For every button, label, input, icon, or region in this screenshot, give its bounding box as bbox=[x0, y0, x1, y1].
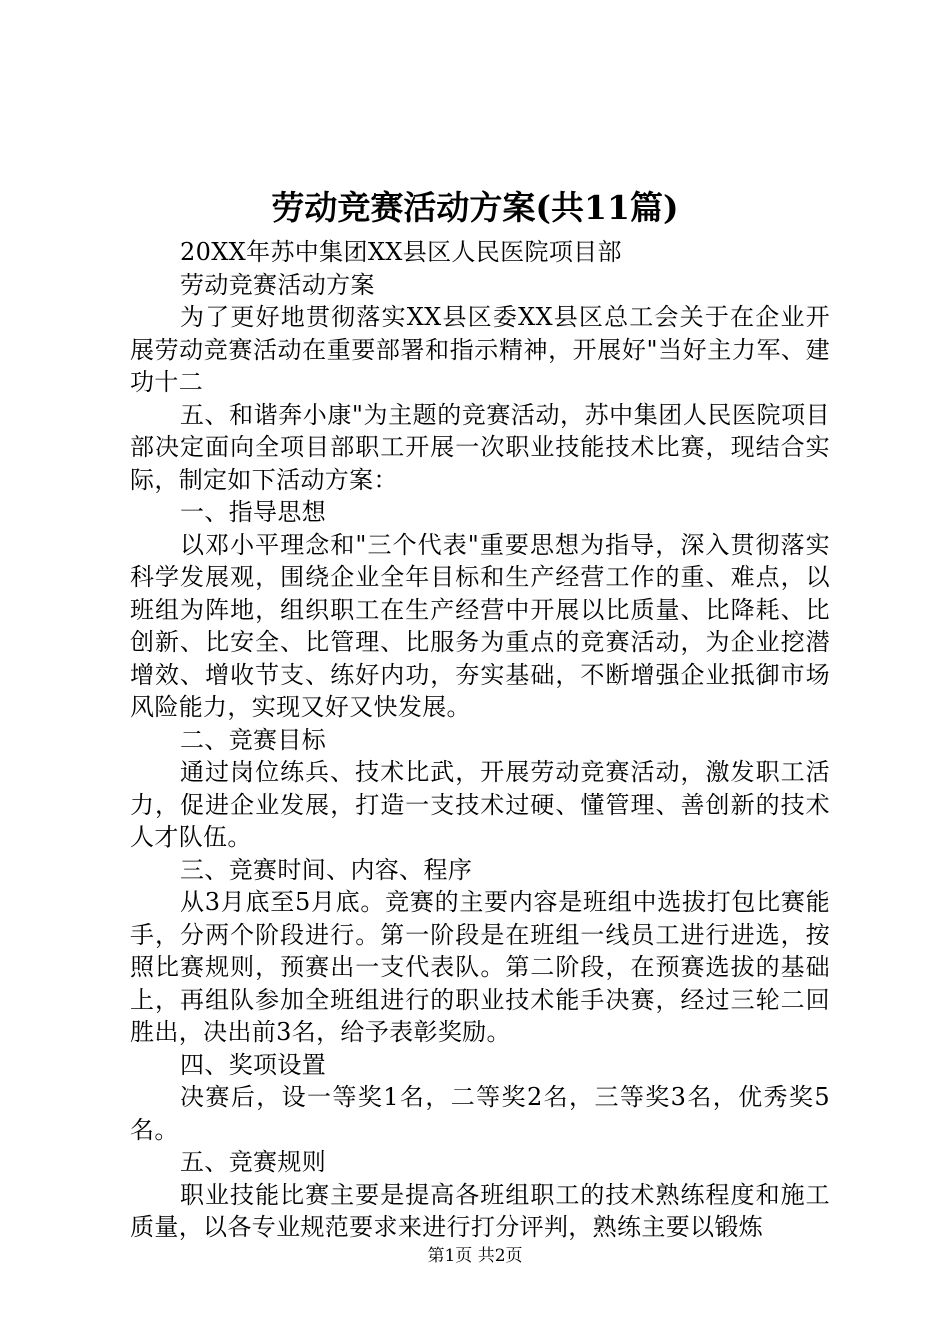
document-body bbox=[130, 236, 830, 1244]
page-footer: 第1页 共2页 bbox=[427, 1246, 523, 1266]
rules-paragraph: 职业技能比赛主要是提高各班组职工的技术熟练程度和施工质量，以各专业规范要求来进行打分评判，熟练主要以锻炼 bbox=[130, 1180, 830, 1241]
awards-paragraph: 决赛后，设一等奖1名，二等奖2名，三等奖3名，优秀奖5名。 bbox=[130, 1083, 830, 1144]
intro-paragraph: 为了更好地贯彻落实XX县区委XX县区总工会关于在企业开展劳动竞赛活动在重要部署和指示精神，开展好"当好主力军、建功十二 bbox=[130, 303, 830, 396]
guiding-thought-paragraph: 以邓小平理念和"三个代表"重要思想为指导，深入贯彻落实科学发展观，围绕企业全年目标和生产经营工作的重、难点，以班组为阵地，组织职工在生产经营中开展以比质量、比降耗、比创新、比安全、比管理、比服务为重点的竞赛活动，为企业挖潜增效、增收节支、练好内功，夯实基础，不断增强企业抵御市场风险能力，实现又好又快发展。 bbox=[130, 530, 830, 721]
plan-subtitle: 劳动竞赛活动方案 bbox=[180, 270, 375, 299]
intro-paragraph-continued: 五、和谐奔小康"为主题的竞赛活动，苏中集团人民医院项目部决定面向全项目部职工开展一次职业技能技术比赛，现结合实际，制定如下活动方案： bbox=[130, 400, 830, 494]
section-heading-goals: 二、竞赛目标 bbox=[180, 725, 327, 754]
section-heading-rules: 五、竞赛规则 bbox=[180, 1148, 327, 1176]
project-department-line: 20XX年苏中集团XX县区人民医院项目部 bbox=[180, 238, 622, 266]
page-title: 劳动竞赛活动方案(共11篇) bbox=[271, 188, 679, 227]
goals-paragraph: 通过岗位练兵、技术比武，开展劳动竞赛活动，激发职工活力，促进企业发展，打造一支技术过硬、懂管理、善创新的技术人才队伍。 bbox=[130, 758, 830, 851]
section-heading-guiding-thought: 一、指导思想 bbox=[180, 498, 327, 526]
section-heading-schedule: 三、竞赛时间、内容、程序 bbox=[180, 855, 473, 884]
section-heading-awards: 四、奖项设置 bbox=[180, 1050, 327, 1079]
schedule-paragraph: 从3月底至5月底。竞赛的主要内容是班组中选拔打包比赛能手，分两个阶段进行。第一阶段是在班组一线员工进行进选，按照比赛规则，预赛出一支代表队。第二阶段，在预赛选拔的基础上，再组队参加全班组进行的职业技术能手决赛，经过三轮二回胜出，决出前3名，给予表彰奖励。 bbox=[130, 888, 830, 1046]
